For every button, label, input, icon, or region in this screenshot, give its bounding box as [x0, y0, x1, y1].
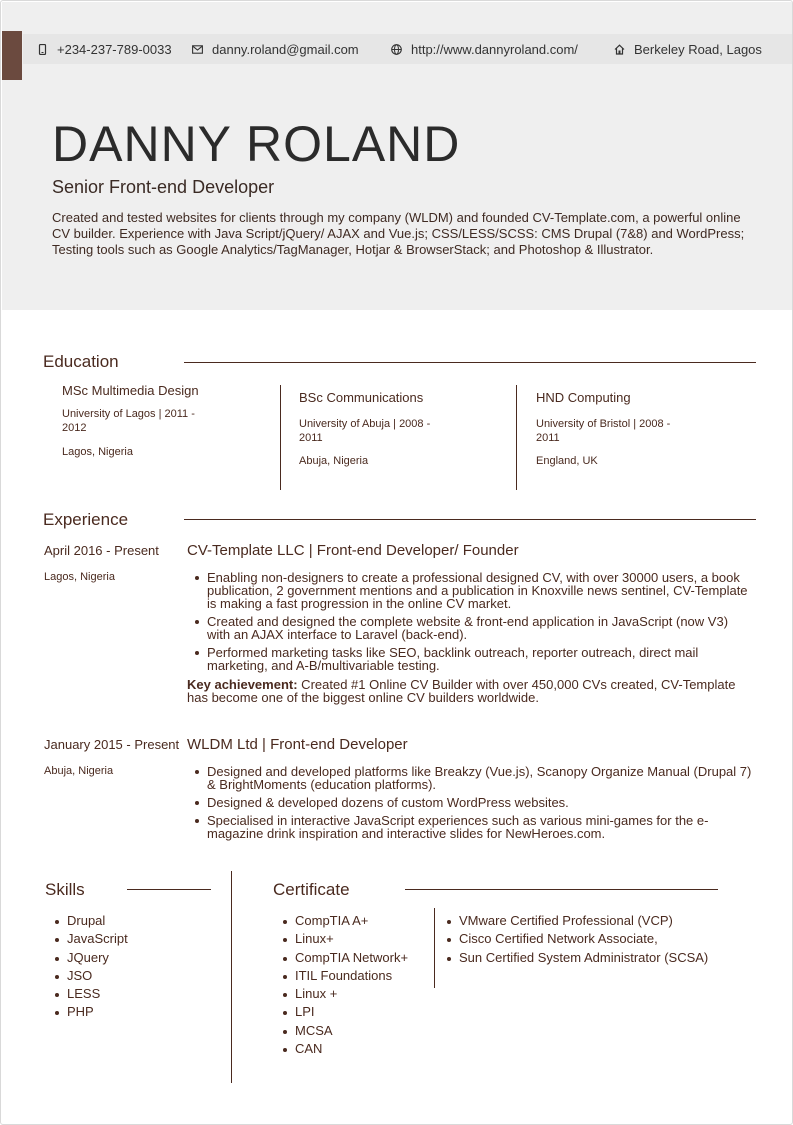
list-item: JavaScript: [45, 930, 128, 948]
list-item: Created and designed the complete website & front-end application in JavaScript (now V3) with an AJAX interface to Laravel (back-end).: [187, 615, 753, 641]
skills-divider: [231, 871, 232, 1083]
list-item: MCSA: [273, 1022, 408, 1040]
globe-icon: [391, 44, 402, 55]
mail-icon: [192, 44, 203, 55]
edu-location: England, UK: [536, 455, 598, 467]
key-achievement-text: Created #1 Online CV Builder with over 450,000 CVs created, CV-Template has become one of the biggest online CV builders worldwide.: [187, 677, 736, 705]
list-item: VMware Certified Professional (VCP): [437, 912, 708, 930]
edu-location: Lagos, Nigeria: [62, 446, 133, 458]
experience-rule: [184, 519, 756, 520]
list-item: LESS: [45, 985, 128, 1003]
edu-degree: BSc Communications: [299, 390, 424, 405]
profile-summary: Created and tested websites for clients through my company (WLDM) and founded CV-Template.com, a powerful online CV builder. Experience with Java Script/jQuery/ AJAX and Vue.js; CSS/LESS/SCSS: CMS Drupal (7&8) and WordPress; Testing tools such as Google Analytics/TagManager, Hotjar & BrowserStack; and Photoshop & Illustrator.: [52, 210, 745, 257]
job-date: April 2016 - Present: [44, 543, 159, 558]
edu-degree: MSc Multimedia Design: [62, 383, 199, 398]
edu-location: Abuja, Nigeria: [299, 455, 369, 467]
edu-school: University of Abuja | 2008 - 2011: [299, 418, 431, 444]
list-item: Designed and developed platforms like Breakzy (Vue.js), Scanopy Organize Manual (Drupal 7) & BrightMoments (education platforms).: [187, 765, 753, 791]
phone-icon: [37, 44, 48, 55]
job-location: Abuja, Nigeria: [44, 765, 114, 777]
list-item: ITIL Foundations: [273, 967, 408, 985]
skills-rule: [127, 889, 211, 890]
edu-school: University of Bristol | 2008 - 2011: [536, 418, 671, 444]
edu-degree: HND Computing: [536, 390, 631, 405]
home-icon: [614, 44, 625, 55]
education-item: [536, 391, 681, 467]
education-divider: [280, 385, 281, 490]
candidate-name: DANNY ROLAND: [52, 116, 461, 172]
contact-phone[interactable]: [37, 34, 172, 64]
skills-list: [45, 912, 128, 1022]
education-divider: [516, 385, 517, 490]
email-text: danny.roland@gmail.com: [212, 41, 359, 57]
education-rule: [184, 362, 756, 363]
job-headline: CV-Template LLC | Front-end Developer/ Founder: [187, 542, 519, 559]
contact-address: [614, 34, 762, 64]
list-item: JQuery: [45, 949, 128, 967]
job-headline: WLDM Ltd | Front-end Developer: [187, 736, 408, 753]
skills-heading: Skills: [45, 880, 85, 899]
phone-text: +234-237-789-0033: [57, 41, 172, 57]
list-item: PHP: [45, 1003, 128, 1021]
list-item: CompTIA Network+: [273, 949, 408, 967]
contact-email[interactable]: [192, 34, 359, 64]
job-bullets: [187, 765, 753, 845]
key-achievement: [187, 678, 753, 704]
experience-heading: Experience: [43, 510, 129, 529]
key-achievement-label: Key achievement:: [187, 677, 298, 692]
list-item: JSO: [45, 967, 128, 985]
list-item: Cisco Certified Network Associate,: [437, 930, 708, 948]
accent-bar: [2, 31, 22, 80]
list-item: Performed marketing tasks like SEO, backlink outreach, reporter outreach, direct mail marketing, and A-B/multivariable testing.: [187, 646, 753, 672]
job-bullets: [187, 571, 753, 677]
contact-website[interactable]: [391, 34, 578, 64]
list-item: Linux+: [273, 930, 408, 948]
edu-school: University of Lagos | 2011 - 2012: [62, 408, 195, 434]
list-item: LPI: [273, 1003, 408, 1021]
list-item: CAN: [273, 1040, 408, 1058]
list-item: CompTIA A+: [273, 912, 408, 930]
education-item: [299, 391, 439, 467]
contact-bar: [23, 34, 793, 64]
certificate-heading: Certificate: [273, 880, 350, 899]
certificate-rule: [405, 889, 718, 890]
list-item: Sun Certified System Administrator (SCSA): [437, 949, 708, 967]
list-item: Designed & developed dozens of custom WordPress websites.: [187, 796, 753, 809]
list-item: Enabling non-designers to create a professional designed CV, with over 30000 users, a book publication, 2 government mentions and a publication in Knoxville news sentinel, CV-Template is making a fast progression in the online CV market.: [187, 571, 753, 610]
education-heading: Education: [43, 352, 119, 371]
candidate-title: Senior Front-end Developer: [52, 177, 275, 197]
certificate-list-right: [437, 912, 708, 967]
list-item: Specialised in interactive JavaScript experiences such as various mini-games for the e-magazine drink inspiration and interactive slides for NewHeroes.com.: [187, 814, 753, 840]
certificate-list-left: [273, 912, 408, 1058]
certificate-divider: [434, 908, 435, 988]
job-location: Lagos, Nigeria: [44, 571, 115, 583]
list-item: Linux +: [273, 985, 408, 1003]
website-text: http://www.dannyroland.com/: [411, 41, 578, 57]
list-item: Drupal: [45, 912, 128, 930]
job-date: January 2015 - Present: [44, 737, 180, 752]
address-text: Berkeley Road, Lagos: [634, 41, 762, 57]
education-item: [62, 384, 202, 458]
